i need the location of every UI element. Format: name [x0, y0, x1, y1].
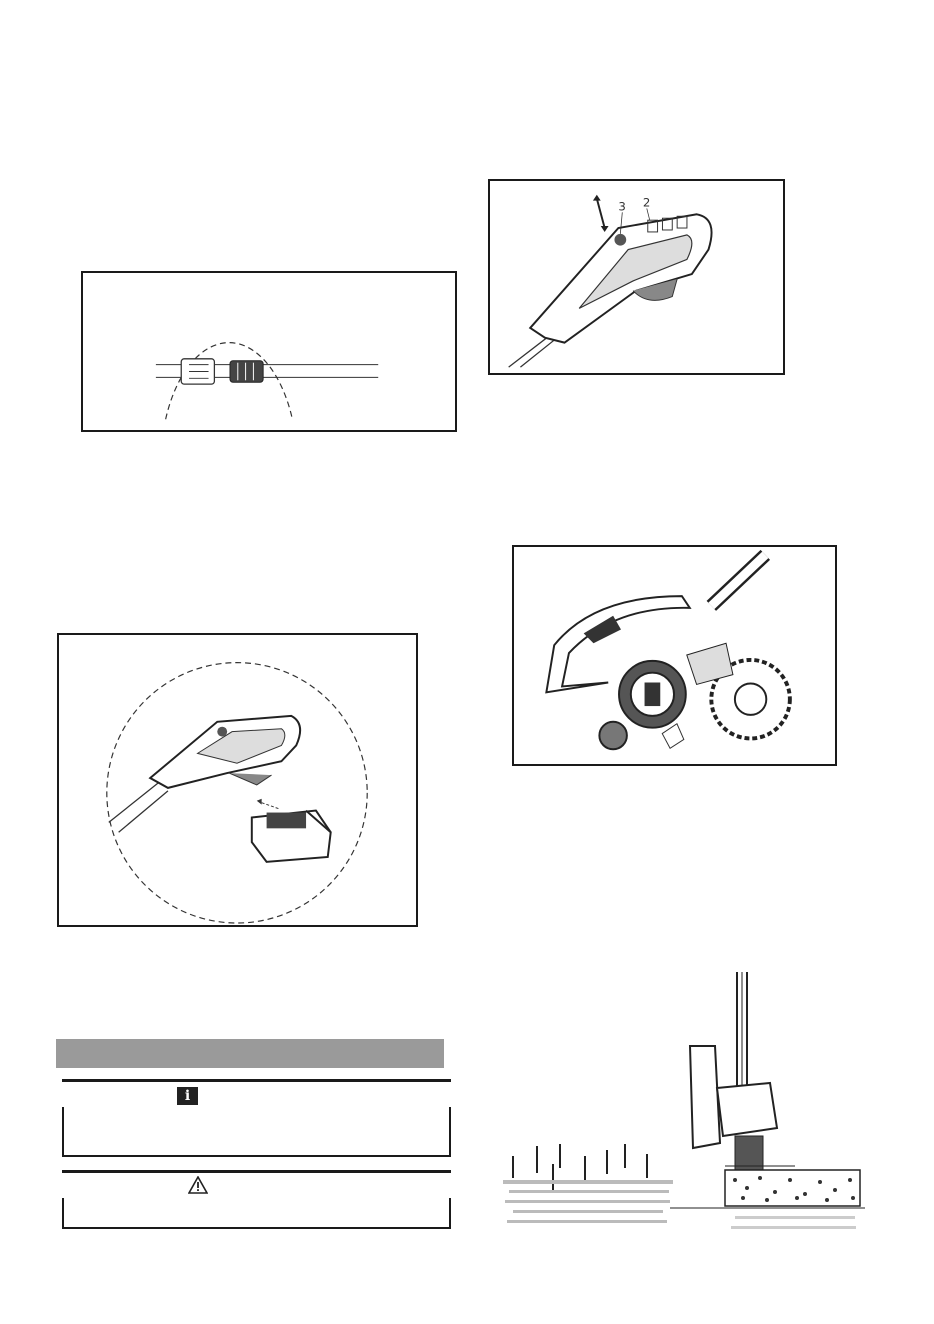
battery-insertion-illustration [59, 635, 416, 925]
cable-connector-illustration [83, 273, 455, 430]
warning-note-box [62, 1170, 451, 1229]
figure-edging-along-pavement [495, 968, 875, 1240]
handle-illustration [490, 181, 783, 373]
info-note-rule [62, 1079, 451, 1082]
figure-battery-insertion [57, 633, 418, 927]
edging-illustration [495, 968, 875, 1240]
section-heading-bar [56, 1039, 444, 1068]
info-note-box [62, 1079, 451, 1157]
info-note-frame [62, 1107, 451, 1157]
warning-note-rule [62, 1170, 451, 1173]
edger-head-illustration [514, 547, 835, 764]
figure-cable-connector [81, 271, 457, 432]
callout-number-2: 2 [642, 195, 651, 210]
callout-number-3: 3 [618, 199, 626, 214]
warning-note-frame [62, 1198, 451, 1229]
info-icon: i [177, 1087, 198, 1105]
figure-edger-head [512, 545, 837, 766]
warning-triangle-icon [188, 1176, 208, 1194]
figure-handle-adjustment [488, 179, 785, 375]
